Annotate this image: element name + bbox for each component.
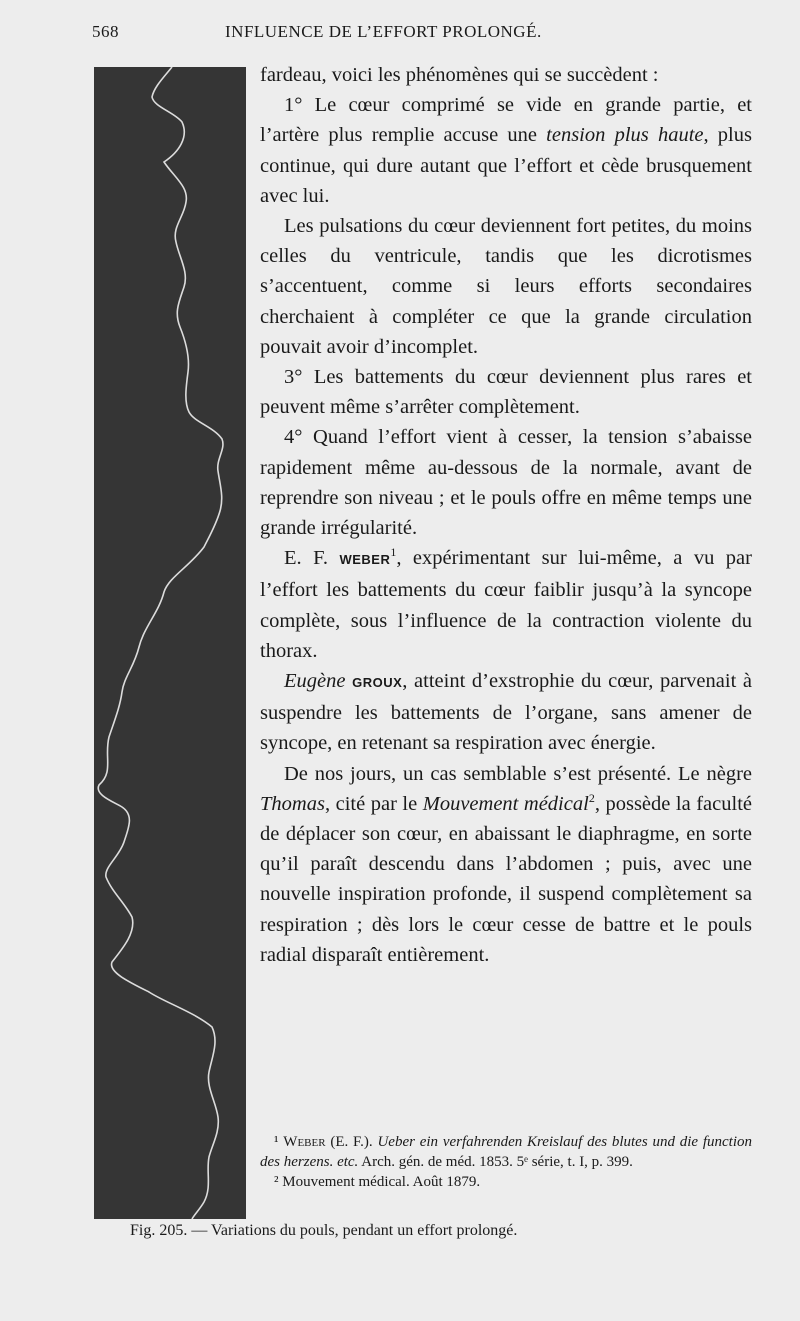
- pulse-trace-svg: [94, 67, 246, 1219]
- p6-italic: Eugène: [284, 670, 346, 693]
- fn2-text: Mouvement médical. Août 1879.: [282, 1174, 481, 1190]
- p7-italic-mouvement: Mouvement médical: [422, 792, 589, 815]
- p7-text-c: , possède la faculté de déplacer son cœur, en abaissant le diaphragme, en sorte qu’il paraît descendu dans l’abdomen ; puis, avec une nouvelle inspiration profonde, il suspend complètement sa respiration ; dès lors le cœur cesse de battre et le pouls radial disparaît entièrement.: [260, 792, 752, 966]
- paragraph-3: 3° Les battements du cœur deviennent plus rares et peuvent même s’arrêter complètement.: [260, 366, 752, 419]
- fn1-author: Weber: [283, 1134, 326, 1150]
- pulse-trace-line: [98, 67, 223, 1219]
- p1-italic: tension plus haute: [546, 124, 704, 147]
- paragraph-0: fardeau, voici les phénomènes qui se succèdent :: [260, 64, 659, 86]
- page-number: 568: [92, 22, 119, 41]
- paragraph-4: 4° Quand l’effort vient à cesser, la tension s’abaisse rapidement même au-dessous de la normale, avant de reprendre son niveau ; et le pouls offre en même temps une grande irrégularité.: [260, 426, 752, 540]
- fn1-text-a: (E. F.).: [325, 1134, 378, 1150]
- p1-text-b: , plus continue, qui dure autant que l’effort et cède brusquement avec lui.: [260, 124, 752, 207]
- p7-text-b: , cité par le: [324, 792, 423, 815]
- paragraph-2: Les pulsations du cœur deviennent fort petites, du moins celles du ventricule, tandis que les dicrotismes s’accentuent, comme si leurs efforts secondaires cherchaient à compléter ce que la grande circulation pouvait avoir d’incomplet.: [260, 215, 752, 358]
- paragraph-1: [260, 90, 752, 211]
- body-text: [260, 60, 752, 970]
- p6-text-b: , atteint d’exstrophie du cœur, parvenait à suspendre les battements de l’organe, sans amener de syncope, en retenant sa respiration avec énergie.: [260, 670, 752, 755]
- p7-text-a: De nos jours, un cas semblable s’est présenté. Le nègre: [284, 762, 752, 785]
- fn2-mark: ²: [274, 1174, 279, 1190]
- author-weber: WEBER: [339, 552, 391, 568]
- figure-caption: Fig. 205. — Variations du pouls, pendant un effort prolongé.: [130, 1222, 518, 1239]
- footnotes: [260, 1132, 752, 1192]
- author-groux: GROUX: [352, 675, 403, 691]
- fn1-mark: ¹: [274, 1134, 279, 1150]
- p5-text-b: , expérimentant sur lui-même, a vu par l’effort les battements du cœur faiblir jusqu’à la syncope complète, sous l’influence de la contraction violente du thorax.: [260, 547, 752, 662]
- p1-text-a: 1° Le cœur comprimé se vide en grande partie, et l’artère plus remplie accuse une: [260, 94, 752, 147]
- paragraph-6: [260, 666, 752, 759]
- fn1-text-b: Arch. gén. de méd. 1853. 5ᵉ série, t. I, p. 399.: [358, 1154, 633, 1170]
- p7-italic-thomas: Thomas: [260, 792, 325, 815]
- fn1-title: Ueber ein verfahrenden Kreislauf des blutes und die function des herzens. etc.: [260, 1134, 753, 1170]
- pulse-tracing-figure: [94, 67, 246, 1219]
- footnote-ref-2: 2: [588, 791, 595, 806]
- paragraph-7: [260, 759, 752, 970]
- p5-text-a: E. F.: [284, 547, 340, 570]
- footnote-1: [260, 1132, 752, 1172]
- footnote-ref-1: 1: [390, 545, 397, 560]
- footnote-2: [260, 1172, 752, 1192]
- paragraph-5: [260, 543, 752, 666]
- running-head: INFLUENCE DE L’EFFORT PROLONGÉ.: [225, 22, 542, 41]
